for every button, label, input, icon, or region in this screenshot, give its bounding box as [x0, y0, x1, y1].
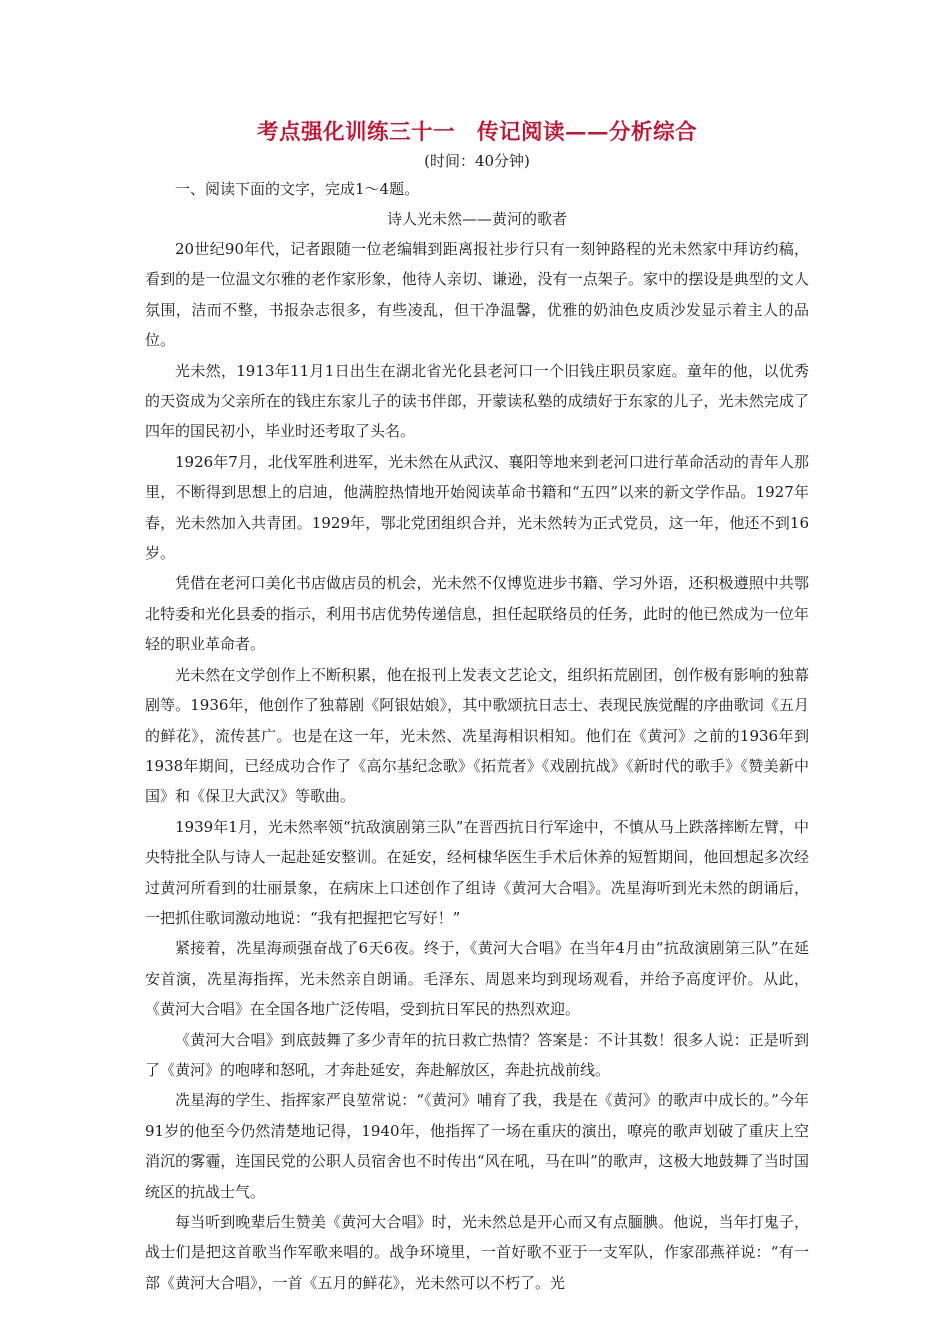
paragraph: 凭借在老河口美化书店做店员的机会，光未然不仅博览进步书籍、学习外语，还积极遵照中共鄂北特委和光化县委的指示，利用书店优势传递信息，担任起联络员的任务，此时的他已然成为一位年轻的职业革命者。: [145, 574, 809, 654]
passage-body: [145, 234, 809, 1298]
paragraph: 1926年7月，北伐军胜利进军，光未然在从武汉、襄阳等地来到老河口进行革命活动的青年人那里，不断得到思想上的启迪，他满腔热情地开始阅读革命书籍和“五四”以来的新文学作品。1927年春，光未然加入共青团。1929年，鄂北党团组织合并，光未然转为正式党员，这一年，他还不到16岁。: [145, 452, 809, 563]
time-limit-note: (时间：40分钟): [424, 152, 530, 170]
document-page: [145, 118, 809, 1298]
paragraph: 《黄河大合唱》到底鼓舞了多少青年的抗日救亡热情？答案是：不计其数！很多人说：正是听到了《黄河》的咆哮和怒吼，才奔赴延安，奔赴解放区，奔赴抗战前线。: [145, 1030, 809, 1079]
paragraph: 20世纪90年代，记者跟随一位老编辑到距离报社步行只有一刻钟路程的光未然家中拜访约稿，看到的是一位温文尔雅的老作家形象，他待人亲切、谦逊，没有一点架子。家中的摆设是典型的文人氛围，洁而不整，书报杂志很多，有些凌乱，但干净温馨，优雅的奶油色皮质沙发显示着主人的品位。: [145, 240, 809, 350]
paragraph: 冼星海的学生、指挥家严良堃常说：“《黄河》哺育了我，我是在《黄河》的歌声中成长的。”今年91岁的他至今仍然清楚地记得，1940年，他指挥了一场在重庆的演出，嘹亮的歌声划破了重庆上空消沉的雾霾，连国民党的公职人员宿舍也不时传出“风在吼，马在叫”的歌声，这极大地鼓舞了当时国统区的抗战士气。: [145, 1091, 809, 1201]
document-title: 考点强化训练三十一 传记阅读——分析综合: [256, 120, 697, 145]
paragraph: 光未然，1913年11月1日出生在湖北省光化县老河口一个旧钱庄职员家庭。童年的他，以优秀的天资成为父亲所在的钱庄东家儿子的读书伴郎，开蒙读私塾的成绩好于东家的儿子，光未然完成了四年的国民初小，毕业时还考取了头名。: [145, 361, 809, 441]
passage-title: 诗人光未然——黄河的歌者: [386, 210, 567, 228]
paragraph: 紧接着，冼星海顽强奋战了6天6夜。终于，《黄河大合唱》在当年4月由“抗敌演剧第三队”在延安首演，冼星海指挥，光未然亲自朗诵。毛泽东、周恩来均到现场观看，并给予高度评价。从此，《黄河大合唱》在全国各地广泛传唱，受到抗日军民的热烈欢迎。: [145, 939, 809, 1019]
paragraph: 光未然在文学创作上不断积累，他在报刊上发表文艺论文，组织拓荒剧团，创作极有影响的独幕剧等。1936年，他创作了独幕剧《阿银姑娘》，其中歌颂抗日志士、表现民族觉醒的序曲歌词《五月的鲜花》，流传甚广。也是在这一年，光未然、冼星海相识相知。他们在《黄河》之前的1936年到1938年期间，已经成功合作了《高尔基纪念歌》《拓荒者》《戏剧抗战》《新时代的歌手》《赞美新中国》和《保卫大武汉》等歌曲。: [145, 665, 809, 806]
paragraph: 每当听到晚辈后生赞美《黄河大合唱》时，光未然总是开心而又有点腼腆。他说，当年打鬼子，战士们是把这首歌当作军歌来唱的。战争环境里，一首好歌不亚于一支军队，作家邵燕祥说：“有一部《黄河大合唱》，一首《五月的鲜花》，光未然可以不朽了。光: [145, 1213, 809, 1292]
paragraph: 1939年1月，光未然率领“抗敌演剧第三队”在晋西抗日行军途中，不慎从马上跌落摔断左臂，中央特批全队与诗人一起赴延安整训。在延安，经柯棣华医生手术后休养的短暂期间，他回想起多次经过黄河所看到的壮丽景象，在病床上口述创作了组诗《黄河大合唱》。冼星海听到光未然的朗诵后，一把抓住歌词激动地说：“我有把握把它写好！”: [145, 817, 809, 927]
section-instruction: 一、阅读下面的文字，完成1～4题。: [175, 180, 420, 198]
